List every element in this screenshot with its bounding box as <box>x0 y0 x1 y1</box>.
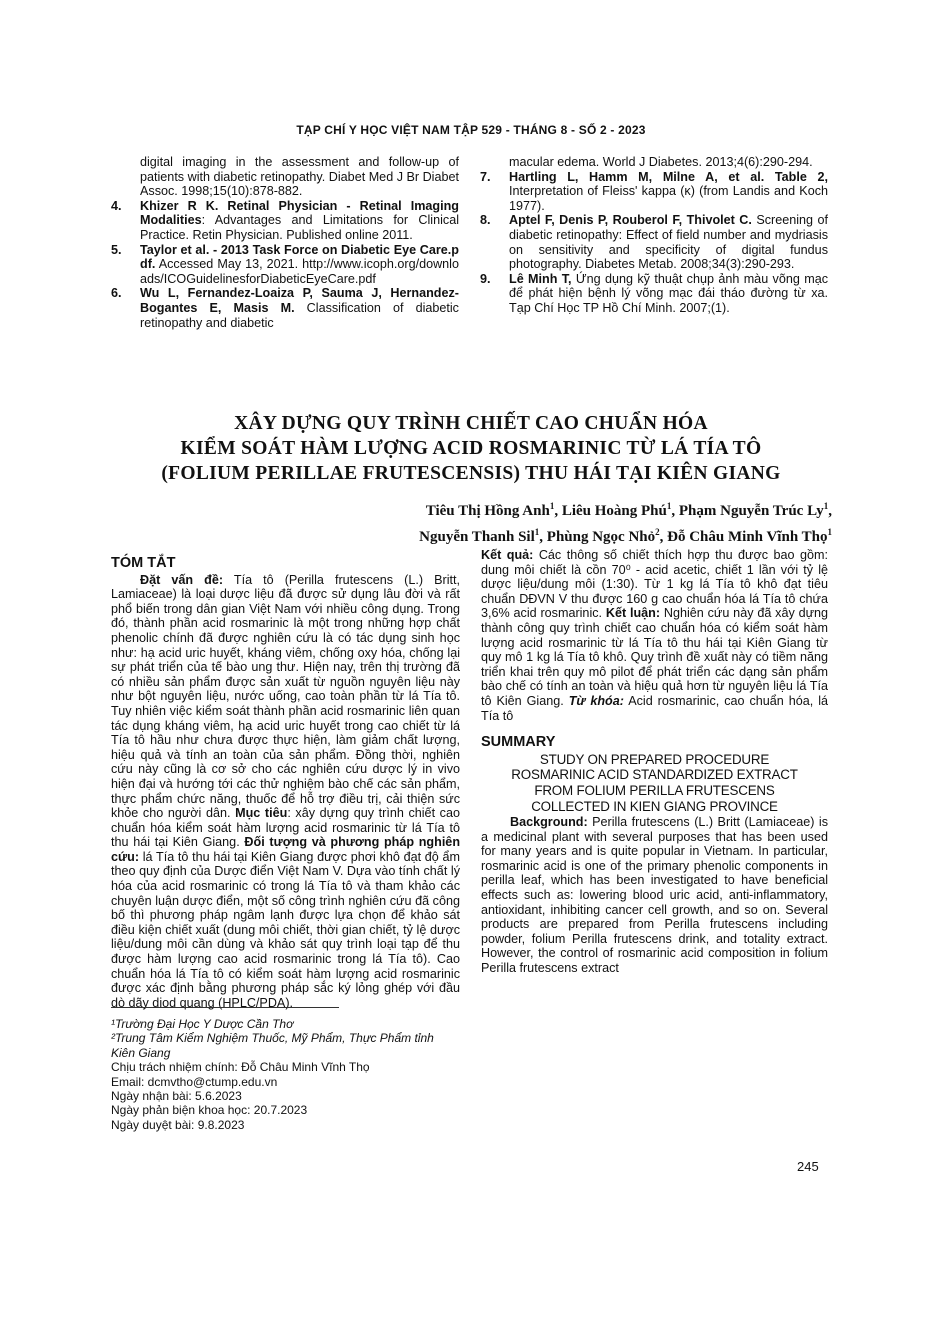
journal-header: TẠP CHÍ Y HỌC VIỆT NAM TẬP 529 - THÁNG 8 - SỐ 2 - 2023 <box>296 123 646 137</box>
abstract-paragraph: Đặt vấn đề: Tía tô (Perilla frutescens (L.) Britt, Lamiaceae) là loại dược liệu đã được sử dụng lâu đời và rất phổ biến trong dân gian Việt Nam với nhiều công dụng. Trong đó, thành phần acid rosmarinic là một trong những hợp chất phenolic chính đã được nghiên cứu là có tác dụng sinh học như: hạ acid uric huyết, kháng viêm, chống oxy hóa, chống lại sự phát triển của tế bào ung thư. Hiện nay, trên thị trường đã có nhiều sản phẩm được sản xuất từ nguồn nguyên liệu này như bột nguyên liệu, nước uống, cao toàn phần từ lá Tía tô. Tuy nhiên việc kiểm soát thành phần acid rosmarinic liên quan tác dụng kháng viêm, hạ acid uric huyết trong cao chiết từ lá Tía tô hầu như chưa được thực hiện, làm giảm chất lượng, hiệu quả và tính an toàn của sản phẩm. Đồng thời, nghiên cứu này cũng là cơ sở cho các nghiên cứu dược lý in vivo hiện đại và hướng tới các thử nghiệm bào chế các sản phẩm, thực phẩm chức năng, thuốc để hỗ trợ điều trị, cải thiện sức khỏe cho người dân. Mục tiêu: xây dựng quy trình chiết cao chuẩn hóa kiểm soát hàm lượng acid rosmarinic từ lá Tía tô thu hái tại Kiên Giang. Đối tượng và phương pháp nghiên cứu: lá Tía tô thu hái tại Kiên Giang được phơi khô đạt độ ẩm theo quy định của Dược điển Việt Nam V. Dựa vào tính chất lý hóa của acid rosmarinic có trong lá Tía tô và tham khảo các chuyên luận dược điển, một số công trình nghiên cứu đã công bố thì phương pháp ngâm lạnh được lựa chọn để khảo sát điều kiện chiết xuất (dung môi chiết, thời gian chiết, tỷ lệ dược liệu/dung môi cần dùng và khảo sát quy trình loại tạp để thu được hàm lượng cao acid rosmarinic trong lá Tía tô). Cao chuẩn hóa lá Tía tô có kiểm soát hàm lượng acid rosmarinic được xác định bằng phương pháp sắc ký lỏng ghép với đầu dò dãy diod quang (HPLC/PDA). <box>111 572 461 1010</box>
author-list: Tiêu Thị Hồng Anh$^1$, Liêu Hoàng Phú$^1$, Phạm Nguyễn Trúc Ly$^1$, Nguyễn Thanh Sil$^1$, Phùng Ngọc Nhỏ$^2$, Đỗ Châu Minh Vĩnh Thọ$^1$ <box>419 501 832 545</box>
references-right <box>480 155 828 316</box>
references-left <box>111 155 459 330</box>
author: Tiêu Thị Hồng Anh <box>425 503 550 519</box>
footnotes: ¹Trường Đại Học Y Dược Cần Thơ ²Trung Tâm Kiểm Nghiệm Thuốc, Mỹ Phẩm, Thực Phẩm tỉnh Kiên Giang Chịu trách nhiệm chính: Đỗ Châu Minh Vĩnh Thọ Email: dcmvtho@ctump.edu.vn Ngày nhận bài: 5.6.2023 Ngày phản biện khoa học: 20.7.2023 Ngày duyệt bài: 9.8.2023 <box>111 1017 434 1132</box>
abstract-heading: TÓM TẮT <box>111 555 176 571</box>
reference-item: 4. Khizer R K. Retinal Physician - Retinal Imaging Modalities: Advantages and Limitations for Clinical Practice. Retin Physician. Published online 2011. <box>111 198 459 242</box>
abstract-vietnamese <box>111 556 460 1010</box>
reference-item: 5. Taylor et al. - 2013 Task Force on Diabetic Eye Care.pdf. Accessed May 13, 2021. http://www.icoph.org/downloads/ICOGuidelinesforDiabeticEyeCare.pdf <box>111 242 459 286</box>
author: Phạm Nguyễn Trúc Ly <box>678 503 824 519</box>
reference-continuation: macular edema. World J Diabetes. 2013;4(6):290-294. <box>509 155 813 169</box>
summary-heading: SUMMARY <box>481 734 556 751</box>
article-title: XÂY DỰNG QUY TRÌNH CHIẾT CAO CHUẨN HÓA KIỂM SOÁT HÀM LƯỢNG ACID ROSMARINIC TỪ LÁ TÍA TÔ (FOLIUM PERILLAE FRUTESCENSIS) THU HÁI TẠI KIÊN GIANG <box>161 413 781 484</box>
abstract-paragraph-cont: Kết quả: Các thông số chiết thích hợp thu được bao gồm: dung môi chiết là cồn 70⁰ - acid acetic, chiết 1 lần với tỷ lệ dược liệu/dung môi (1:30). Từ 1 kg lá Tía tô khô đạt tiêu chuẩn DĐVN V thu được 160 g cao chuẩn hóa lá Tía tô chứa 3,6% acid rosmarinic. Kết luận: Nghiên cứu này đã xây dựng thành công quy trình chiết cao chuẩn hóa có kiểm soát hàm lượng acid rosmarinic từ lá Tía tô thu hái tại Kiên Giang từ quy mô 1 kg lá Tía tô khô. Quy trình đề xuất này có tiềm năng triển khai trên quy mô pilot để phát triển các dạng sản phẩm bào chế có tính an toàn và hiệu quả hơn từ nguyên liệu lá Tía tô Kiên Giang. Từ khóa: Acid rosmarinic, cao chuẩn hóa, lá Tía tô <box>481 548 829 723</box>
reference-item: 7. Hartling L, Hamm M, Milne A, et al. Table 2, Interpretation of Fleiss' kappa (κ) (from Landis and Koch 1977). <box>480 169 828 213</box>
reference-continuation: digital imaging in the assessment and follow-up of patients with diabetic retinopathy. Diabet Med J Br Diabet Assoc. 1998;15(10):878-882. <box>140 155 459 199</box>
footnote-divider <box>111 1007 339 1008</box>
author: Liêu Hoàng Phú <box>561 503 667 519</box>
page-number: 245 <box>797 1159 819 1174</box>
reference-item: 8. Aptel F, Denis P, Rouberol F, Thivolet C. Screening of diabetic retinopathy: Effect of field number and mydriasis on sensitivity and specificity of digital fundus photography. Diabetes Metab. 2008;34(3):290-293. <box>480 213 828 272</box>
author: Phùng Ngọc Nhỏ <box>546 529 656 545</box>
author: Đỗ Châu Minh Vĩnh Thọ <box>667 529 828 545</box>
reference-item: 9. Lê Minh T, Ứng dụng kỹ thuật chụp ảnh màu võng mạc để phát hiện bệnh lý võng mạc đái tháo đường từ xa. Tạp Chí Học TP Hồ Chí Minh. 2007;(1). <box>480 271 828 315</box>
summary-title: STUDY ON PREPARED PROCEDURE ROSMARINIC ACID STANDARDIZED EXTRACT FROM FOLIUM PERILLA FRUTESCENS COLLECTED IN KIEN GIANG PROVINCE <box>511 751 798 814</box>
summary-paragraph: Background: Perilla frutescens (L.) Britt (Lamiaceae) is a medicinal plant with several purposes that has been used for many years and is quite popular in Vietnam. In particular, rosmarinic acid is one of the primary phenolic components in perilla leaf, which has been investigated to have beneficial effects such as: lowering blood uric acid, anti-inflammatory, antioxidant, inhibiting cancer cell growth, and so on. Several products are prepared from Perilla frutescens including powder, folium Perilla frutescens drink, and totality extract. However, the control of rosmarinic acid composition in folium Perilla frutescens extract <box>481 815 828 976</box>
abstract-continued-and-summary <box>481 548 828 976</box>
reference-item: 6. Wu L, Fernandez-Loaiza P, Sauma J, Hernandez-Bogantes E, Masis M. Classification of diabetic retinopathy and diabetic <box>111 286 459 330</box>
author: Nguyễn Thanh Sil <box>419 529 535 545</box>
